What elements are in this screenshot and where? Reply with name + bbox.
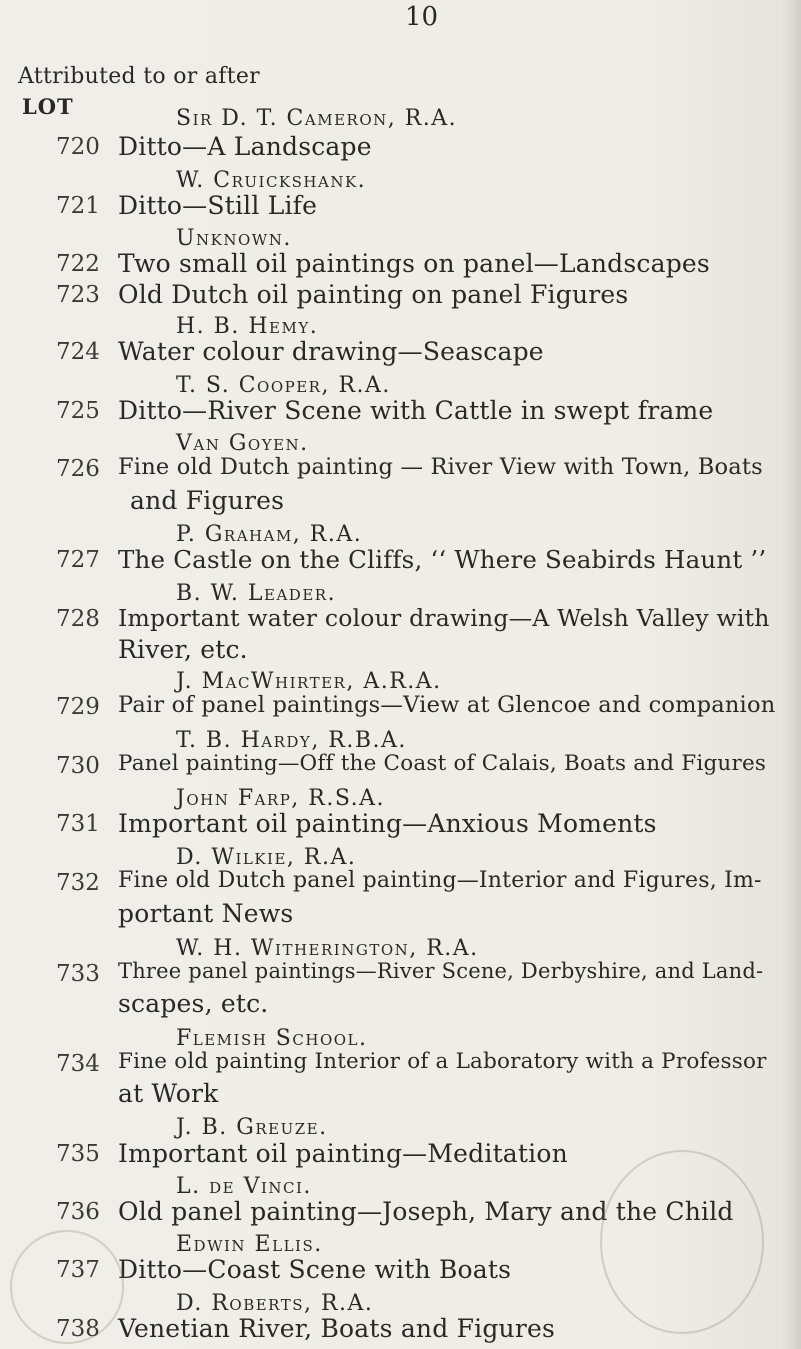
lot-number: 723 (56, 282, 100, 308)
artist-attribution: T. S. Cooper, R.A. (176, 373, 391, 398)
artist-attribution: W. Cruickshank. (176, 168, 367, 193)
lot-description-continued: scapes, etc. (118, 989, 269, 1018)
artist-attribution: Flemish School. (176, 1026, 368, 1051)
water-stain (600, 1150, 764, 1334)
lot-description: Ditto—River Scene with Cattle in swept frame (118, 396, 714, 425)
lot-description: Pair of panel paintings—View at Glencoe and companion (118, 692, 776, 718)
lot-number: 722 (56, 251, 100, 277)
artist-attribution: John Farp, R.S.A. (176, 786, 386, 811)
lot-number: 737 (56, 1257, 100, 1283)
lot-description: Ditto—Coast Scene with Boats (118, 1255, 512, 1284)
lot-number: 726 (56, 456, 100, 482)
artist-attribution: D. Roberts, R.A. (176, 1291, 374, 1316)
lot-number: 721 (56, 193, 100, 219)
artist-attribution: P. Graham, R.A. (176, 522, 363, 547)
lot-description: The Castle on the Cliffs, ‘‘ Where Seabirds Haunt ’’ (118, 545, 767, 574)
lot-description: Important oil painting—Meditation (118, 1139, 568, 1168)
lot-number: 735 (56, 1141, 100, 1167)
lot-description-continued: and Figures (130, 486, 285, 515)
lot-description: Ditto—Still Life (118, 191, 318, 220)
lot-description: Three panel paintings—River Scene, Derbyshire, and Land- (118, 959, 764, 983)
section-heading: Attributed to or after (18, 64, 260, 89)
lot-description: Water colour drawing—Seascape (118, 337, 544, 366)
lot-description: Fine old Dutch painting — River View with Town, Boats (118, 454, 763, 480)
lot-description-continued: portant News (118, 899, 294, 928)
lot-number: 733 (56, 961, 100, 987)
lot-description: Old panel painting—Joseph, Mary and the Child (118, 1197, 734, 1226)
lot-description: Fine old Dutch panel painting—Interior and Figures, Im- (118, 868, 762, 893)
artist-attribution: D. Wilkie, R.A. (176, 845, 357, 870)
lot-description: Two small oil paintings on panel—Landscapes (118, 249, 710, 278)
lot-description: Important water colour drawing—A Welsh Valley with (118, 604, 770, 632)
lot-description: Ditto—A Landscape (118, 132, 372, 161)
artist-attribution: Edwin Ellis. (176, 1232, 323, 1257)
page-edge-shadow (779, 0, 801, 1349)
lot-number: 734 (56, 1051, 100, 1077)
artist-attribution: Unknown. (176, 226, 292, 251)
lot-number: 724 (56, 339, 100, 365)
lot-number: 732 (56, 870, 100, 896)
lot-number: 730 (56, 753, 100, 779)
lot-description: Fine old painting Interior of a Laboratory with a Professor (118, 1049, 767, 1074)
lot-number: 729 (56, 694, 100, 720)
lot-description-continued: River, etc. (118, 635, 248, 664)
lot-description-continued: at Work (118, 1079, 219, 1108)
artist-attribution: H. B. Hemy. (176, 314, 319, 339)
lot-number: 736 (56, 1199, 100, 1225)
lot-description: Old Dutch oil painting on panel Figures (118, 280, 629, 309)
lot-column-label: LOT (22, 94, 74, 119)
artist-attribution: Van Goyen. (176, 431, 309, 456)
lot-number: 731 (56, 811, 100, 837)
artist-attribution: Sir D. T. Cameron, R.A. (176, 106, 458, 131)
artist-attribution: J. MacWhirter, A.R.A. (176, 669, 442, 694)
artist-attribution: W. H. Witherington, R.A. (176, 936, 479, 961)
artist-attribution: J. B. Greuze. (176, 1115, 328, 1140)
page-number: 10 (405, 2, 439, 32)
lot-number: 720 (56, 134, 100, 160)
lot-number: 725 (56, 398, 100, 424)
lot-description: Panel painting—Off the Coast of Calais, Boats and Figures (118, 751, 767, 776)
lot-number: 728 (56, 606, 100, 632)
artist-attribution: B. W. Leader. (176, 581, 337, 606)
lot-description: Venetian River, Boats and Figures (118, 1314, 556, 1343)
lot-number: 727 (56, 547, 100, 573)
artist-attribution: T. B. Hardy, R.B.A. (176, 728, 407, 753)
artist-attribution: L. de Vinci. (176, 1174, 312, 1199)
lot-number: 738 (56, 1316, 100, 1342)
lot-description: Important oil painting—Anxious Moments (118, 809, 657, 838)
